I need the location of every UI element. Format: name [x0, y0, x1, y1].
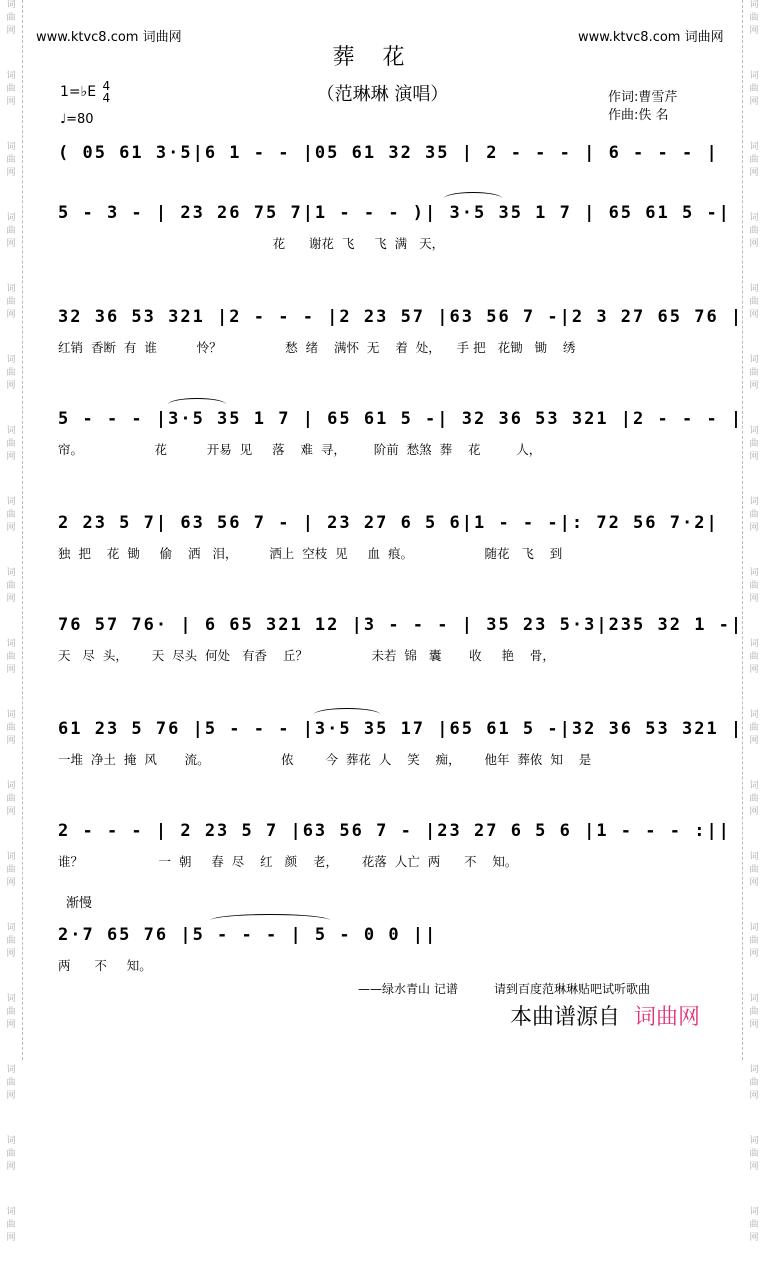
watermark-glyph: 曲	[6, 1149, 16, 1159]
watermark-glyph: 网	[6, 1091, 16, 1101]
time-bottom: 4	[102, 91, 111, 105]
notation-line: 5 - 3 - | 23 26 75 7|1 - - - )| 3·5 35 1 7 | 65 61 5 -|	[58, 203, 731, 223]
slur-mark	[314, 708, 380, 721]
watermark-gap	[743, 252, 765, 270]
watermark-glyph: 词	[749, 355, 759, 365]
watermark-glyph: 曲	[6, 297, 16, 307]
transcriber-credit: ——绿水青山 记谱	[358, 982, 458, 996]
watermark-glyph: 曲	[749, 297, 759, 307]
watermark-glyph: 曲	[6, 794, 16, 804]
watermark-gap	[743, 749, 765, 767]
watermark-glyph: 曲	[6, 510, 16, 520]
watermark-glyph: 曲	[6, 155, 16, 165]
watermark-gap	[743, 1033, 765, 1051]
watermark-glyph: 曲	[749, 1078, 759, 1088]
notation-line: 2 - - - | 2 23 5 7 |63 56 7 - |23 27 6 5 6 |1 - - - :||	[58, 821, 731, 841]
watermark-glyph: 曲	[749, 226, 759, 236]
time-signature	[103, 80, 111, 104]
watermark-glyph: 网	[6, 736, 16, 746]
watermark-glyph: 词	[749, 497, 759, 507]
watermark-glyph: 网	[6, 1162, 16, 1172]
right-watermark-column	[742, 0, 765, 1243]
watermark-glyph: 曲	[6, 439, 16, 449]
watermark-gap	[743, 1246, 765, 1264]
watermark-gap	[0, 820, 22, 838]
watermark-gap	[743, 607, 765, 625]
watermark-gap	[743, 323, 765, 341]
watermark-gap	[0, 536, 22, 554]
score-row-5	[58, 510, 719, 570]
left-watermark-column	[0, 0, 23, 1243]
watermark-gap	[0, 252, 22, 270]
listen-note: 请到百度范琳琳贴吧试听歌曲	[494, 982, 651, 996]
watermark-gap	[743, 891, 765, 909]
watermark-glyph: 网	[749, 26, 759, 36]
watermark-glyph: 曲	[749, 368, 759, 378]
key-signature	[60, 80, 110, 104]
watermark-gap	[743, 110, 765, 128]
watermark-glyph: 网	[749, 807, 759, 817]
watermark-glyph: 词	[749, 994, 759, 1004]
watermark-glyph: 词	[749, 1136, 759, 1146]
watermark-glyph: 曲	[749, 510, 759, 520]
watermark-glyph: 网	[6, 381, 16, 391]
watermark-glyph: 词	[6, 284, 16, 294]
watermark-glyph: 网	[749, 239, 759, 249]
watermark-glyph: 词	[6, 497, 16, 507]
score-row-4	[58, 406, 744, 466]
watermark-gap	[743, 678, 765, 696]
watermark-glyph: 网	[749, 594, 759, 604]
watermark-glyph: 网	[6, 1233, 16, 1243]
watermark-glyph: 网	[6, 878, 16, 888]
watermark-glyph: 网	[749, 523, 759, 533]
notation-line: 76 57 76· | 6 65 321 12 |3 - - - | 35 23 5·3|235 32 1 -|	[58, 615, 744, 635]
header-watermark-left: www.ktvc8.com 词曲网	[36, 30, 182, 45]
watermark-glyph: 曲	[6, 652, 16, 662]
key-label: 1=♭E	[60, 84, 97, 100]
watermark-gap	[0, 394, 22, 412]
lyric-line: 花 谢花 飞 飞 满 天，	[58, 236, 445, 251]
watermark-glyph: 曲	[6, 368, 16, 378]
watermark-glyph: 词	[6, 994, 16, 1004]
watermark-glyph: 词	[6, 710, 16, 720]
lyric-line: 红销 香断 有 谁 怜？ 愁 绪 满怀 无 着 处， 手 把 花锄 锄 绣	[58, 340, 576, 355]
watermark-glyph: 网	[6, 97, 16, 107]
watermark-gap	[743, 181, 765, 199]
watermark-glyph: 曲	[6, 1007, 16, 1017]
header-watermark-right: www.ktvc8.com 词曲网	[578, 30, 724, 45]
watermark-glyph: 曲	[749, 794, 759, 804]
watermark-glyph: 词	[749, 284, 759, 294]
watermark-glyph: 网	[749, 1091, 759, 1101]
lyric-line: 独 把 花 锄 偷 洒 泪， 洒上 空枝 见 血 痕。 随花 飞 到	[58, 546, 563, 561]
watermark-glyph: 词	[749, 142, 759, 152]
slur-mark	[444, 192, 502, 205]
watermark-gap	[743, 1175, 765, 1193]
watermark-glyph: 网	[749, 452, 759, 462]
notation-line: ( 05 61 3·5|6 1 - - |05 61 32 35 | 2 - - - | 6 - - - |	[58, 143, 719, 163]
notation-line: 32 36 53 321 |2 - - - |2 23 57 |63 56 7 -|2 3 27 65 76 |	[58, 307, 744, 327]
watermark-glyph: 曲	[749, 865, 759, 875]
watermark-glyph: 词	[6, 0, 16, 10]
score-row-2	[58, 200, 731, 260]
watermark-glyph: 曲	[749, 1007, 759, 1017]
watermark-gap	[0, 110, 22, 128]
watermark-glyph: 网	[6, 594, 16, 604]
score-row-8	[58, 818, 731, 878]
watermark-glyph: 网	[6, 949, 16, 959]
watermark-gap	[0, 465, 22, 483]
watermark-glyph: 词	[6, 923, 16, 933]
watermark-gap	[0, 1104, 22, 1122]
watermark-glyph: 网	[749, 310, 759, 320]
watermark-glyph: 词	[749, 213, 759, 223]
watermark-glyph: 网	[6, 26, 16, 36]
watermark-gap	[0, 607, 22, 625]
watermark-glyph: 网	[749, 1233, 759, 1243]
watermark-glyph: 曲	[6, 1220, 16, 1230]
watermark-gap	[743, 536, 765, 554]
watermark-glyph: 词	[6, 426, 16, 436]
brand-site-text: 词曲网	[634, 1005, 701, 1030]
watermark-glyph: 词	[6, 639, 16, 649]
slur-mark	[168, 398, 226, 411]
watermark-gap	[0, 1246, 22, 1264]
watermark-glyph: 网	[6, 310, 16, 320]
watermark-glyph: 词	[749, 923, 759, 933]
composer-credit: 作曲:佚 名	[608, 108, 669, 123]
watermark-glyph: 网	[6, 239, 16, 249]
watermark-glyph: 网	[6, 168, 16, 178]
watermark-glyph: 词	[6, 355, 16, 365]
watermark-glyph: 曲	[749, 581, 759, 591]
watermark-glyph: 网	[749, 665, 759, 675]
lyric-line: 两 不 知。	[58, 958, 152, 973]
watermark-gap	[0, 181, 22, 199]
notation-line: 5 - - - |3·5 35 1 7 | 65 61 5 -| 32 36 53 321 |2 - - - |	[58, 409, 744, 429]
watermark-glyph: 词	[6, 1065, 16, 1075]
lyric-line: 一堆 净土 掩 风 流。 侬 今 葬花 人 笑 痴， 他年 葬侬 知 是	[58, 752, 592, 767]
time-top: 4	[102, 79, 111, 93]
watermark-gap	[0, 323, 22, 341]
watermark-glyph: 词	[6, 568, 16, 578]
watermark-gap	[0, 1175, 22, 1193]
watermark-glyph: 词	[749, 426, 759, 436]
watermark-glyph: 网	[6, 523, 16, 533]
watermark-glyph: 曲	[6, 84, 16, 94]
watermark-glyph: 网	[6, 452, 16, 462]
lyric-line: 帘。 花 开易 见 落 难 寻， 阶前 愁煞 葬 花 人，	[58, 442, 542, 457]
watermark-glyph: 曲	[6, 226, 16, 236]
watermark-glyph: 曲	[749, 84, 759, 94]
watermark-glyph: 网	[749, 168, 759, 178]
watermark-glyph: 词	[6, 213, 16, 223]
watermark-glyph: 词	[749, 1065, 759, 1075]
notation-line: 2 23 5 7| 63 56 7 - | 23 27 6 5 6|1 - - -|: 72 56 7·2|	[58, 513, 719, 533]
watermark-glyph: 词	[6, 1207, 16, 1217]
watermark-glyph: 曲	[6, 865, 16, 875]
tempo-mark: ♩=80	[60, 112, 94, 127]
brand-source-text: 本曲谱源自	[510, 1005, 621, 1030]
watermark-glyph: 曲	[749, 936, 759, 946]
watermark-gap	[743, 1104, 765, 1122]
watermark-glyph: 词	[749, 0, 759, 10]
watermark-glyph: 网	[749, 97, 759, 107]
watermark-glyph: 曲	[749, 1149, 759, 1159]
watermark-glyph: 网	[749, 878, 759, 888]
watermark-glyph: 词	[6, 781, 16, 791]
source-brand	[510, 1000, 700, 1031]
watermark-glyph: 网	[749, 381, 759, 391]
watermark-glyph: 曲	[749, 13, 759, 23]
watermark-glyph: 词	[6, 71, 16, 81]
watermark-glyph: 网	[749, 736, 759, 746]
watermark-glyph: 网	[749, 1162, 759, 1172]
watermark-gap	[0, 678, 22, 696]
watermark-glyph: 词	[6, 852, 16, 862]
watermark-glyph: 曲	[6, 723, 16, 733]
notation-line: 2·7 65 76 |5 - - - | 5 - 0 0 ||	[58, 925, 438, 945]
watermark-gap	[0, 962, 22, 980]
watermark-gap	[743, 465, 765, 483]
tempo-change-mark: 渐慢	[66, 896, 93, 911]
watermark-glyph: 词	[749, 1207, 759, 1217]
watermark-glyph: 曲	[6, 1078, 16, 1088]
score-row-6	[58, 612, 744, 672]
watermark-glyph: 词	[6, 142, 16, 152]
watermark-glyph: 词	[6, 1136, 16, 1146]
lyric-line: 天 尽 头， 天 尽头 何处 有香 丘？ 未若 锦 囊 收 艳 骨，	[58, 648, 555, 663]
score-row-9	[58, 922, 708, 982]
notation-line: 61 23 5 76 |5 - - - |3·5 35 17 |65 61 5 -|32 36 53 321 |	[58, 719, 744, 739]
score-row-3	[58, 304, 744, 364]
lyric-line: 谁？ 一 朝 春 尽 红 颜 老， 花落 人亡 两 不 知。	[58, 854, 518, 869]
watermark-glyph: 曲	[6, 936, 16, 946]
watermark-glyph: 网	[749, 1020, 759, 1030]
watermark-glyph: 曲	[6, 13, 16, 23]
watermark-glyph: 曲	[749, 723, 759, 733]
watermark-gap	[0, 749, 22, 767]
watermark-glyph: 曲	[6, 581, 16, 591]
watermark-glyph: 词	[749, 852, 759, 862]
watermark-gap	[743, 962, 765, 980]
watermark-glyph: 曲	[749, 155, 759, 165]
watermark-glyph: 曲	[749, 1220, 759, 1230]
watermark-gap	[0, 1033, 22, 1051]
score-row-1	[58, 140, 719, 200]
watermark-glyph: 词	[749, 71, 759, 81]
slur-mark	[210, 914, 330, 927]
watermark-gap	[743, 394, 765, 412]
watermark-glyph: 曲	[749, 439, 759, 449]
watermark-gap	[0, 891, 22, 909]
watermark-glyph: 词	[749, 710, 759, 720]
watermark-glyph: 词	[749, 639, 759, 649]
watermark-glyph: 词	[749, 781, 759, 791]
song-subtitle: （范琳琳 演唱）	[316, 84, 449, 105]
watermark-glyph: 网	[749, 949, 759, 959]
watermark-glyph: 网	[6, 665, 16, 675]
watermark-glyph: 曲	[749, 652, 759, 662]
watermark-glyph: 词	[749, 568, 759, 578]
watermark-glyph: 网	[6, 807, 16, 817]
lyricist-credit: 作词:曹雪芹	[608, 90, 678, 105]
score-row-7	[58, 716, 744, 776]
song-title: 葬花	[332, 45, 433, 70]
watermark-gap	[743, 820, 765, 838]
watermark-glyph: 网	[6, 1020, 16, 1030]
